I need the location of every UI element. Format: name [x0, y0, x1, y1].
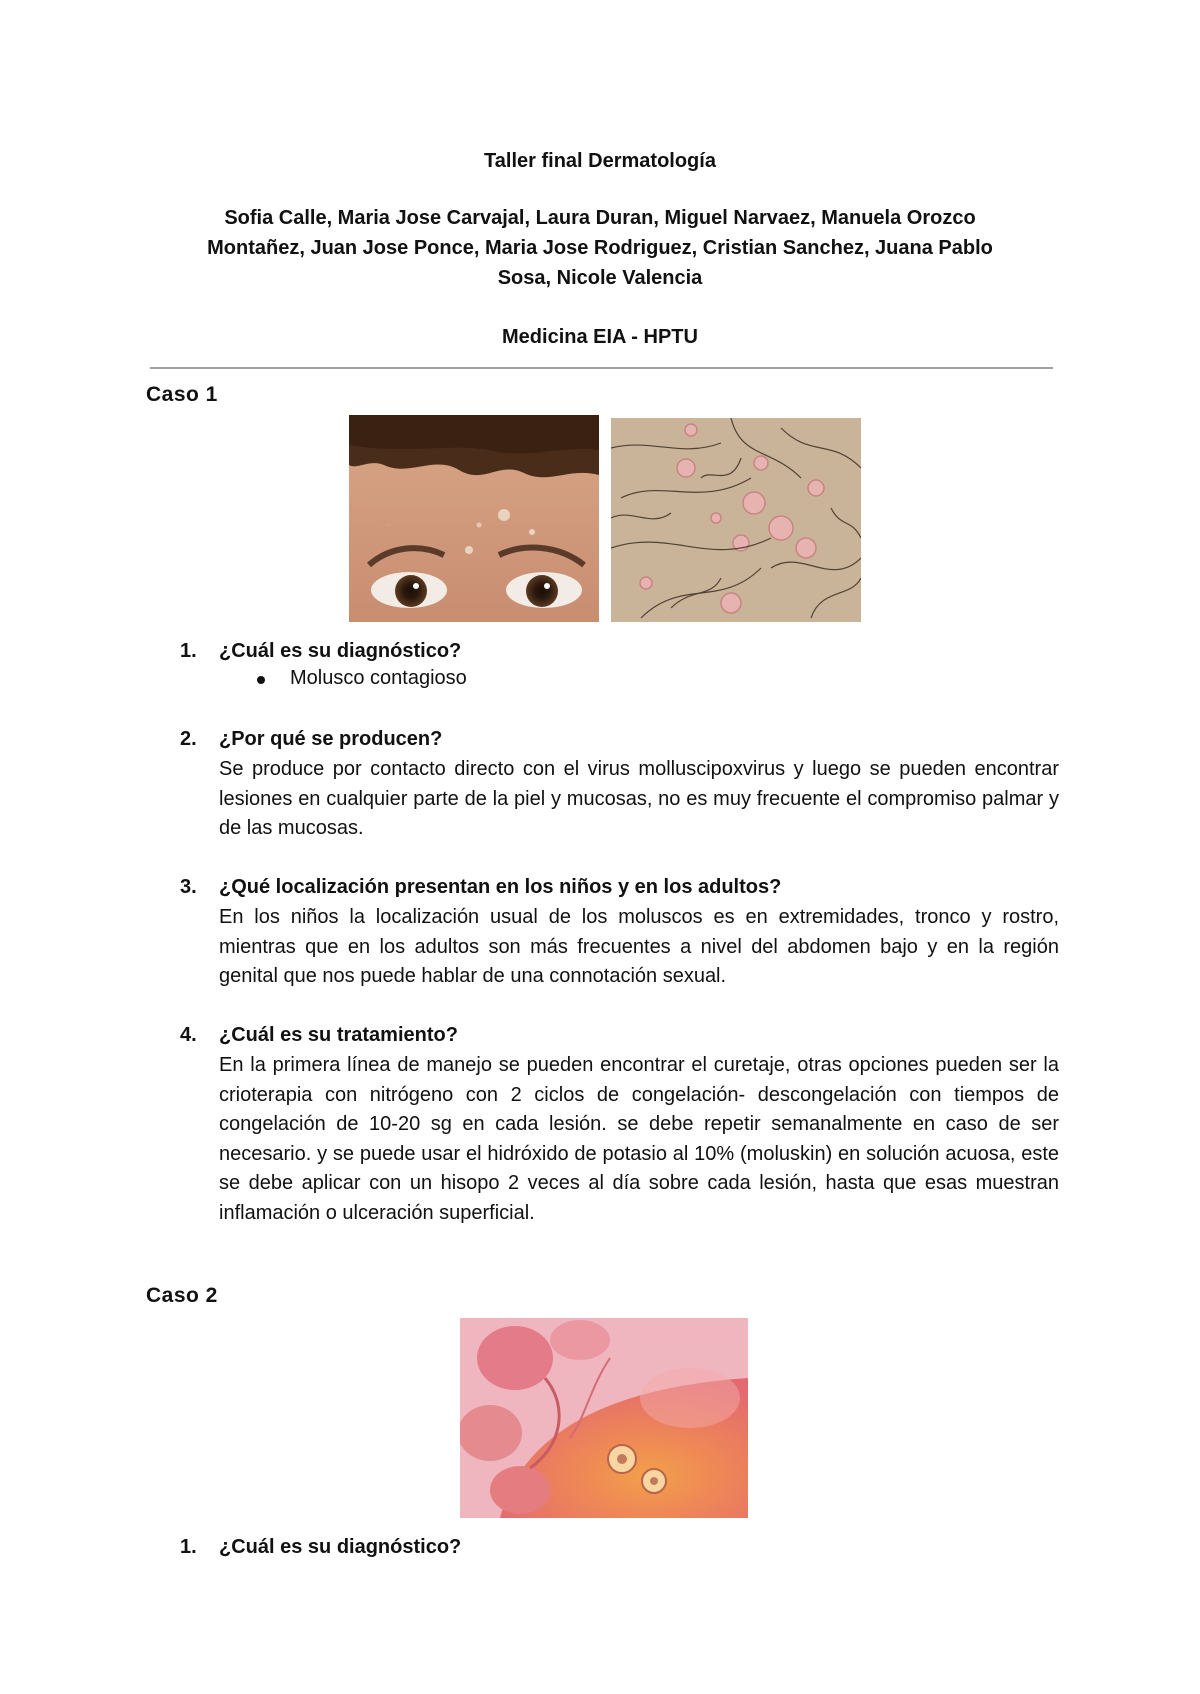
question-answer: En la primera línea de manejo se pueden encontrar el curetaje, otras opciones pueden ser la crioterapia con nitrógeno con 2 ciclos de congelación- descongelación con tiempos de congelación de 10-20 sg en cada lesión. se debe repetir semanalmente en caso de ser necesario. y se puede usar el hidróxido de potasio al 10% (moluskin) en solución acuosa, este se debe aplicar con un hisopo 2 veces al día sobre cada lesión, hasta que esas muestran inflamación o ulceración superficial. [219, 1054, 1059, 1224]
question-number: 2. [180, 728, 197, 750]
document-title: Taller final Dermatología [484, 150, 716, 172]
question-title: ¿Qué localización presentan en los niños y en los adultos? [219, 876, 782, 898]
question-answer: En los niños la localización usual de los moluscos es en extremidades, tronco y rostro, mientras que en los adultos son más frecuentes a nivel del abdomen bajo y en la región genital que nos puede hablar de una connotación sexual. [219, 906, 1059, 987]
question-title: ¿Cuál es su tratamiento? [219, 1024, 458, 1046]
authors-line-1: Sofia Calle, Maria Jose Carvajal, Laura Duran, Miguel Narvaez, Manuela Orozco [224, 207, 976, 229]
question-title: ¿Por qué se producen? [219, 728, 443, 750]
question-title: ¿Cuál es su diagnóstico? [219, 640, 462, 662]
skin-lesions-photo [611, 418, 861, 622]
child-face-image [349, 415, 599, 622]
question-number: 1. [180, 1536, 197, 1558]
skin-lesions-image [611, 418, 861, 622]
bullet-dot [257, 676, 265, 684]
question-number: 3. [180, 876, 197, 898]
question-number: 4. [180, 1024, 197, 1046]
foot-sole-image [460, 1318, 748, 1518]
answer-text: Molusco contagioso [290, 667, 467, 689]
question-answer: Se produce por contacto directo con el virus molluscipoxvirus y luego se pueden encontrar lesiones en cualquier parte de la piel y mucosas, no es muy frecuente el compromiso palmar y de las mucosas. [219, 758, 1059, 839]
child-face-photo [349, 415, 599, 622]
caso-1-heading: Caso 1 [146, 383, 218, 406]
caso-2-heading: Caso 2 [146, 1284, 218, 1307]
question-title: ¿Cuál es su diagnóstico? [219, 1536, 462, 1558]
authors-line-2: Montañez, Juan Jose Ponce, Maria Jose Rodriguez, Cristian Sanchez, Juana Pablo [207, 237, 993, 259]
authors-line-3: Sosa, Nicole Valencia [497, 267, 703, 289]
horizontal-divider [150, 367, 1053, 369]
foot-sole-photo [460, 1318, 748, 1518]
institution: Medicina EIA - HPTU [502, 326, 698, 348]
question-number: 1. [180, 640, 197, 662]
